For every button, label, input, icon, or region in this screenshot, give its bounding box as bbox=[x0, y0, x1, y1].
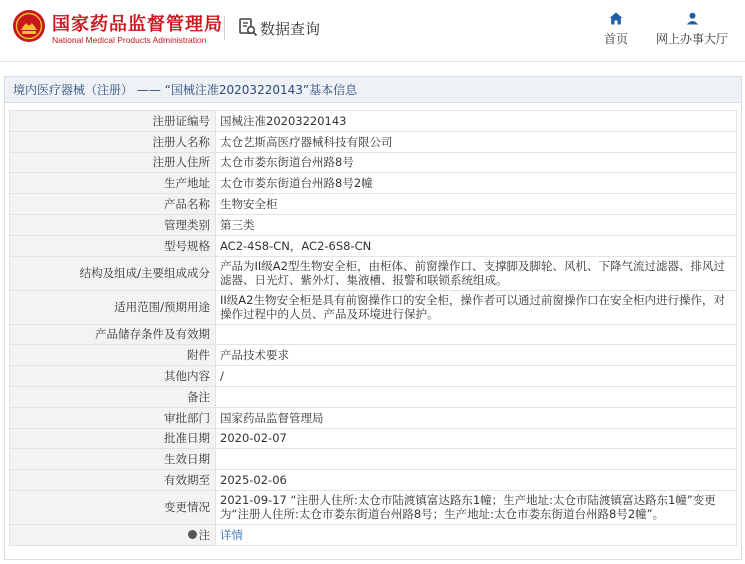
row-label-approval-date: 批准日期 bbox=[10, 428, 216, 449]
row-value-remarks bbox=[216, 386, 737, 407]
row-value-valid-until: 2025-02-06 bbox=[216, 470, 737, 491]
row-value-registration-number: 国械注准20203220143 bbox=[216, 111, 737, 132]
table-row bbox=[10, 214, 737, 235]
home-icon bbox=[609, 12, 623, 25]
breadcrumb-section[interactable]: 境内医疗器械（注册） bbox=[13, 83, 134, 97]
breadcrumb-separator: —— bbox=[136, 83, 161, 97]
row-label-registrant-address: 注册人住所 bbox=[10, 152, 216, 173]
row-label-registration-number: 注册证编号 bbox=[10, 111, 216, 132]
row-value-attachment: 产品技术要求 bbox=[216, 345, 737, 366]
row-label-changes: 变更情况 bbox=[10, 490, 216, 524]
device-info-panel bbox=[4, 76, 742, 560]
row-label-model-spec: 型号规格 bbox=[10, 235, 216, 256]
row-value-effective-date bbox=[216, 449, 737, 470]
device-info-table bbox=[9, 110, 737, 546]
nav-online-service-hall[interactable] bbox=[654, 12, 730, 47]
row-value-management-class: 第三类 bbox=[216, 214, 737, 235]
breadcrumb-record: “国械注准20203220143”基本信息 bbox=[164, 83, 358, 97]
row-label-effective-date: 生效日期 bbox=[10, 449, 216, 470]
note-label: 注 bbox=[198, 527, 210, 542]
row-label-valid-until: 有效期至 bbox=[10, 470, 216, 491]
row-label-other: 其他内容 bbox=[10, 366, 216, 387]
row-label-structure: 结构及组成/主要组成成分 bbox=[10, 256, 216, 290]
brand-name-cn[interactable]: 国家药品监督管理局 bbox=[52, 14, 223, 35]
table-row bbox=[10, 449, 737, 470]
row-label-approval-dept: 审批部门 bbox=[10, 407, 216, 428]
nmpa-emblem-icon[interactable] bbox=[12, 9, 46, 43]
data-query-icon bbox=[238, 17, 258, 37]
table-row bbox=[10, 256, 737, 290]
table-row bbox=[10, 235, 737, 256]
details-link[interactable]: 详情 bbox=[220, 527, 243, 542]
row-value-changes: 2021-09-17 “注册人住所:太仓市陆渡镇富达路东1幢；生产地址:太仓市陆渡镇富达路东1幢”变更为“注册人住所:太仓市娄东街道台州路8号；生产地址:太仓市娄东街道台州路8号2幢”。 bbox=[216, 490, 737, 524]
table-row bbox=[10, 366, 737, 387]
row-value-production-address: 太仓市娄东街道台州路8号2幢 bbox=[216, 173, 737, 194]
row-value-product-name: 生物安全柜 bbox=[216, 194, 737, 215]
table-row bbox=[10, 386, 737, 407]
table-row bbox=[10, 131, 737, 152]
row-label-storage: 产品储存条件及有效期 bbox=[10, 324, 216, 345]
table-row bbox=[10, 290, 737, 324]
table-row bbox=[10, 345, 737, 366]
row-value-note bbox=[216, 524, 737, 545]
table-row bbox=[10, 428, 737, 449]
table-row bbox=[10, 324, 737, 345]
row-value-intended-use: II级A2生物安全柜是具有前窗操作口的安全柜，操作者可以通过前窗操作口在安全柜内进行操作，对操作过程中的人员、产品及环境进行保护。 bbox=[216, 290, 737, 324]
table-row bbox=[10, 152, 737, 173]
row-value-approval-date: 2020-02-07 bbox=[216, 428, 737, 449]
row-label-product-name: 产品名称 bbox=[10, 194, 216, 215]
row-value-approval-dept: 国家药品监督管理局 bbox=[216, 407, 737, 428]
row-value-structure: 产品为II级A2型生物安全柜，由柜体、前窗操作口、支撑脚及脚轮、风机、下降气流过滤器、排风过滤器、日光灯、紫外灯、集液槽、报警和联锁系统组成。 bbox=[216, 256, 737, 290]
row-label-attachment: 附件 bbox=[10, 345, 216, 366]
table-row bbox=[10, 194, 737, 215]
nav-home[interactable] bbox=[602, 12, 630, 47]
header-rule bbox=[0, 61, 745, 62]
row-value-other: / bbox=[216, 366, 737, 387]
row-label-management-class: 管理类别 bbox=[10, 214, 216, 235]
table-row bbox=[10, 173, 737, 194]
row-label-note bbox=[10, 524, 216, 545]
row-label-production-address: 生产地址 bbox=[10, 173, 216, 194]
row-value-storage bbox=[216, 324, 737, 345]
note-icon bbox=[188, 530, 197, 539]
table-row bbox=[10, 407, 737, 428]
row-label-registrant-name: 注册人名称 bbox=[10, 131, 216, 152]
table-row bbox=[10, 490, 737, 524]
nav-home-label: 首页 bbox=[603, 32, 628, 46]
user-icon bbox=[686, 12, 699, 25]
page-section-title: 数据查询 bbox=[260, 20, 321, 38]
row-value-model-spec: AC2-4S8-CN，AC2-6S8-CN bbox=[216, 235, 737, 256]
brand-name-en[interactable]: National Medical Products Administration bbox=[52, 35, 207, 45]
table-row bbox=[10, 111, 737, 132]
row-value-registrant-name: 太仓艺斯高医疗器械科技有限公司 bbox=[216, 131, 737, 152]
table-row bbox=[10, 470, 737, 491]
breadcrumb bbox=[5, 77, 741, 103]
row-label-intended-use: 适用范围/预期用途 bbox=[10, 290, 216, 324]
nav-online-service-hall-label: 网上办事大厅 bbox=[655, 32, 728, 46]
table-row bbox=[10, 524, 737, 545]
row-label-remarks: 备注 bbox=[10, 386, 216, 407]
site-header bbox=[0, 0, 745, 62]
header-divider bbox=[224, 16, 225, 40]
row-value-registrant-address: 太仓市娄东街道台州路8号 bbox=[216, 152, 737, 173]
